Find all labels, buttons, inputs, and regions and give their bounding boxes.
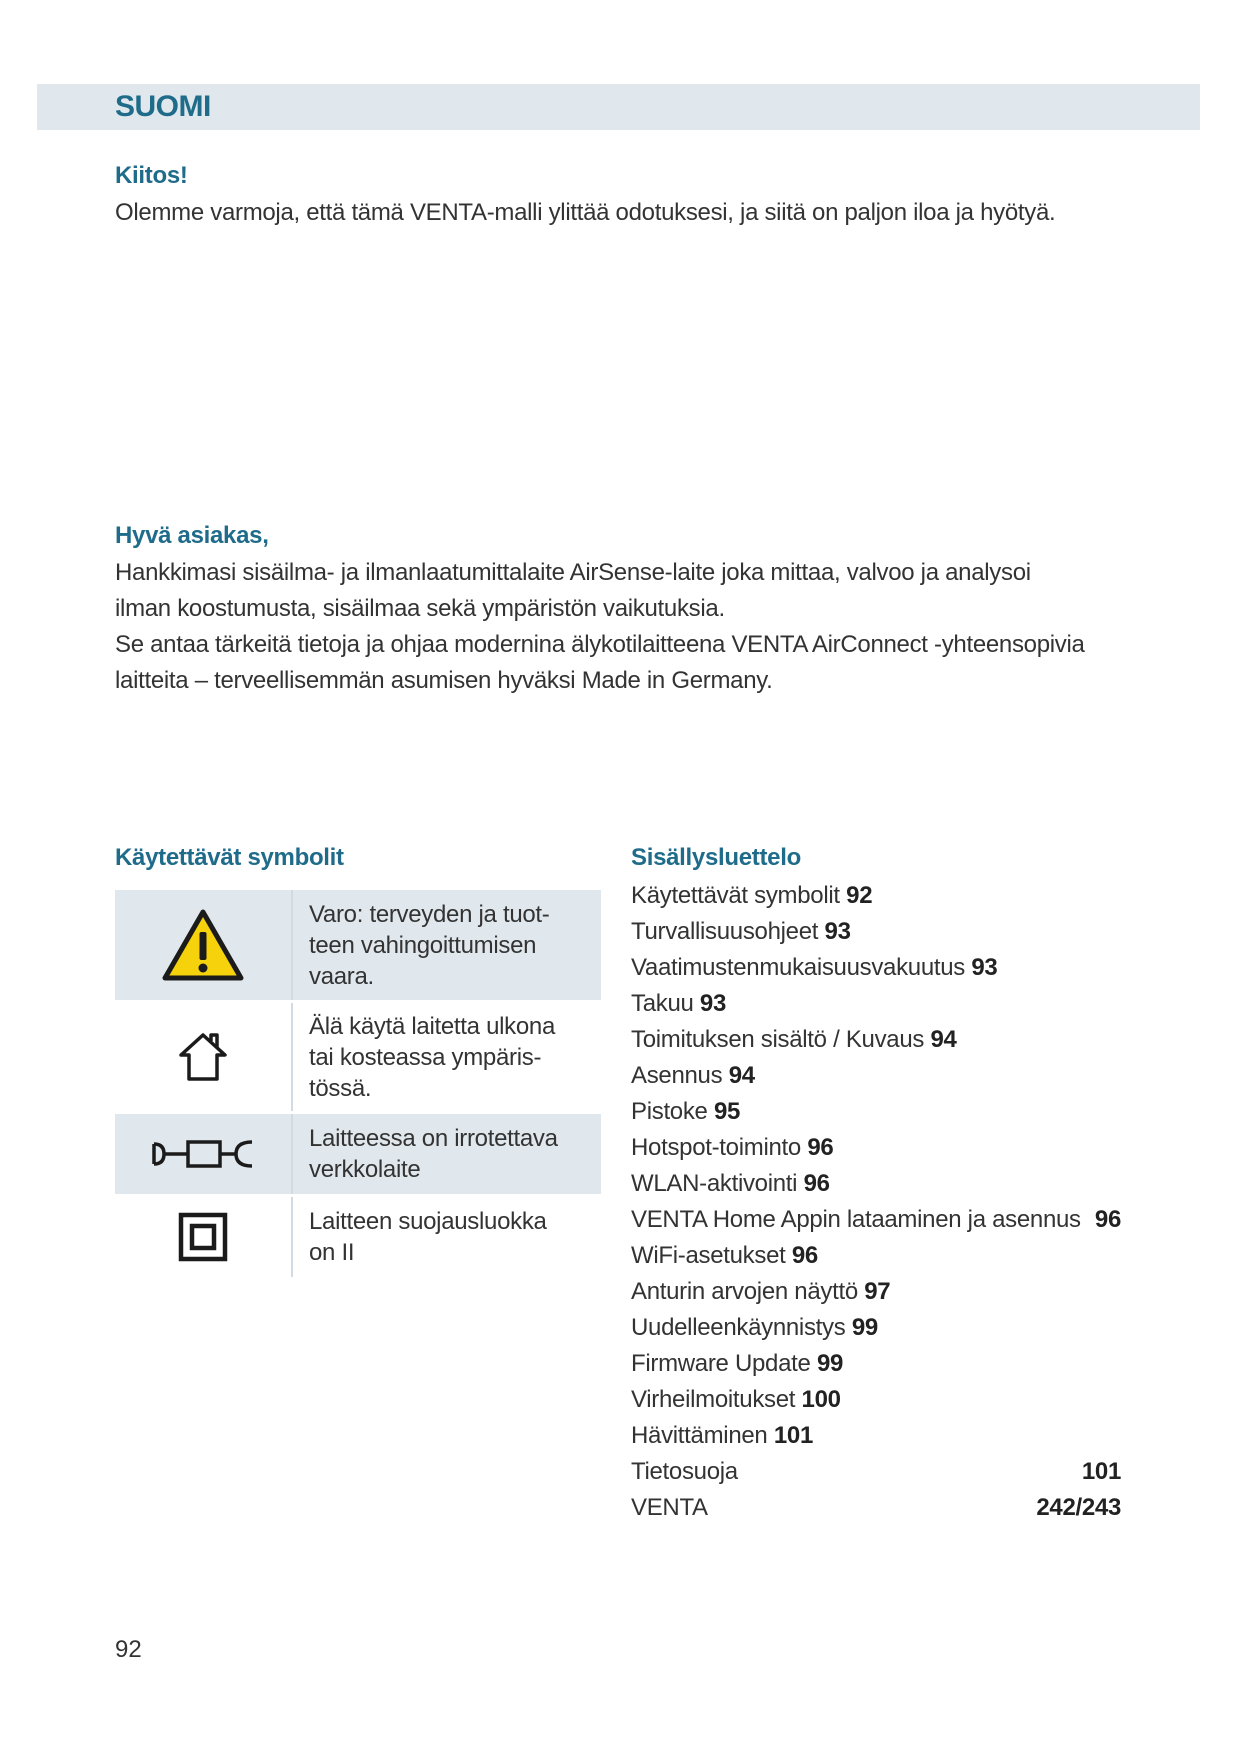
symbol-text: Älä käytä laitetta ulkona tai kosteassa ympäris- tössä. (309, 1012, 555, 1102)
toc-item-label: Uudelleenkäynnistys (631, 1314, 846, 1341)
toc-item[interactable] (631, 1346, 1121, 1382)
toc-item[interactable] (631, 878, 1121, 914)
toc-item-page: 93 (824, 918, 851, 945)
toc-item-page: 99 (816, 1350, 844, 1377)
customer-line: laitteita – terveellisemmän asumisen hyväksi Made in Germany. (115, 667, 773, 694)
toc-item-page: 96 (1094, 1206, 1121, 1233)
symbol-row (115, 890, 601, 1000)
toc-item-label: Hävittäminen (631, 1422, 768, 1449)
toc-item-page: 96 (791, 1242, 818, 1269)
toc-item[interactable] (631, 1382, 1121, 1418)
toc-item-page: 93 (699, 990, 727, 1017)
toc-item-page: 101 (773, 1422, 813, 1449)
toc-item-page: 101 (1081, 1458, 1121, 1485)
toc-item-page: 94 (930, 1026, 957, 1053)
toc-item-page: 93 (971, 954, 998, 981)
toc-item-page: 96 (803, 1170, 830, 1197)
customer-title: Hyvä asiakas, (115, 522, 269, 549)
toc-item-label: Asennus (631, 1062, 723, 1089)
customer-line: ilman koostumusta, sisäilmaa sekä ympäristön vaikutuksia. (115, 595, 725, 622)
detachable-plug-icon (115, 1114, 293, 1194)
toc-item-label: WiFi-asetukset (631, 1242, 786, 1269)
symbol-text: Laitteen suojausluokka on II (309, 1208, 547, 1266)
customer-text (115, 555, 1115, 699)
toc-item-label: Hotspot-toiminto (631, 1134, 801, 1161)
toc-item[interactable] (631, 1238, 1121, 1274)
toc-item-label: Turvallisuusohjeet (631, 918, 819, 945)
protection-class-2-icon (115, 1197, 293, 1277)
toc-item-label: Pistoke (631, 1098, 708, 1125)
toc-item-label: WLAN-aktivointi (631, 1170, 798, 1197)
thanks-paragraph: Olemme varmoja, että tämä VENTA-malli ylittää odotuksesi, ja siitä on paljon iloa ja hyötyä. (115, 199, 1056, 226)
toc-item[interactable] (631, 1130, 1121, 1166)
warning-triangle-icon (115, 890, 293, 1000)
toc-item-label: Vaatimustenmukaisuusvakuutus (631, 954, 965, 981)
toc-item[interactable] (631, 1202, 1121, 1238)
toc-item-label: Käytettävät symbolit (631, 882, 840, 909)
thanks-title: Kiitos! (115, 162, 188, 189)
toc-item-label: Tietosuoja (631, 1458, 738, 1485)
toc-item-label: Firmware Update (631, 1350, 811, 1377)
language-header-bar (37, 84, 1200, 130)
toc-item-label: Toimituksen sisältö / Kuvaus (631, 1026, 925, 1053)
toc-item-label: VENTA (631, 1494, 708, 1521)
symbol-text: Varo: terveyden ja tuot- teen vahingoittumisen vaara. (309, 900, 550, 990)
toc-item[interactable] (631, 986, 1121, 1022)
thanks-text (115, 195, 1115, 231)
toc-item[interactable] (631, 914, 1121, 950)
toc-item-page: 95 (713, 1098, 741, 1125)
language-header: SUOMI (115, 90, 211, 123)
toc-item-page: 99 (851, 1314, 878, 1341)
toc-item[interactable] (631, 1022, 1121, 1058)
symbol-row (115, 1114, 601, 1194)
toc-item-page: 97 (864, 1278, 891, 1305)
symbols-title: Käytettävät symbolit (115, 844, 344, 871)
toc-item-page: 94 (728, 1062, 755, 1089)
customer-line: Hankkimasi sisäilma- ja ilmanlaatumittalaite AirSense-laite joka mittaa, valvoo ja analysoi (115, 559, 1031, 586)
toc-item-label: Takuu (631, 990, 694, 1017)
toc-item-page: 100 (801, 1386, 841, 1413)
toc-item[interactable] (631, 1490, 1121, 1526)
toc-item[interactable] (631, 1058, 1121, 1094)
symbol-row (115, 1003, 601, 1111)
toc-item-label: Anturin arvojen näyttö (631, 1278, 858, 1305)
toc-item[interactable] (631, 1454, 1121, 1490)
toc-item-label: Virheilmoitukset (631, 1386, 796, 1413)
toc-item[interactable] (631, 1166, 1121, 1202)
customer-line: Se antaa tärkeitä tietoja ja ohjaa modernina älykotilaitteena VENTA AirConnect -yhteensopivia (115, 631, 1085, 658)
symbols-table (115, 890, 601, 1277)
toc-item-page: 92 (846, 882, 873, 909)
table-of-contents: Sisällysluettelo Käytettävät symbolit 92 Turvallisuusohjeet 93 Vaatimustenmukaisuusvakuutus 93 Takuu 93 Toimituksen sisältö / Kuvaus 94 Asennus 94 Pistoke 95 Hotspot-toiminto 96 WLAN-aktivointi 96 VENTA Home Appin lataaminen ja asennus 96 WiFi-asetukset 96 Anturin arvojen näyttö 97 Uudelleenkäynnistys 99 Firmware Update 99 Virheilmoitukset 100 Hävittäminen 101 Tietosuoja 101 VENTA 242/243 (631, 878, 1121, 1526)
symbol-text: Laitteessa on irrotettava verkkolaite (309, 1125, 558, 1183)
toc-item-label: VENTA Home Appin lataaminen ja asennus (631, 1206, 1081, 1233)
toc-item[interactable] (631, 1418, 1121, 1454)
toc-item[interactable] (631, 1274, 1121, 1310)
symbol-row (115, 1197, 601, 1277)
toc-item-page: 96 (807, 1134, 834, 1161)
house-icon (115, 1003, 293, 1111)
toc-item[interactable] (631, 1310, 1121, 1346)
toc-item-page: 242/243 (1036, 1494, 1121, 1521)
toc-item[interactable] (631, 950, 1121, 986)
toc-item[interactable] (631, 1094, 1121, 1130)
page-number: 92 (115, 1636, 142, 1663)
